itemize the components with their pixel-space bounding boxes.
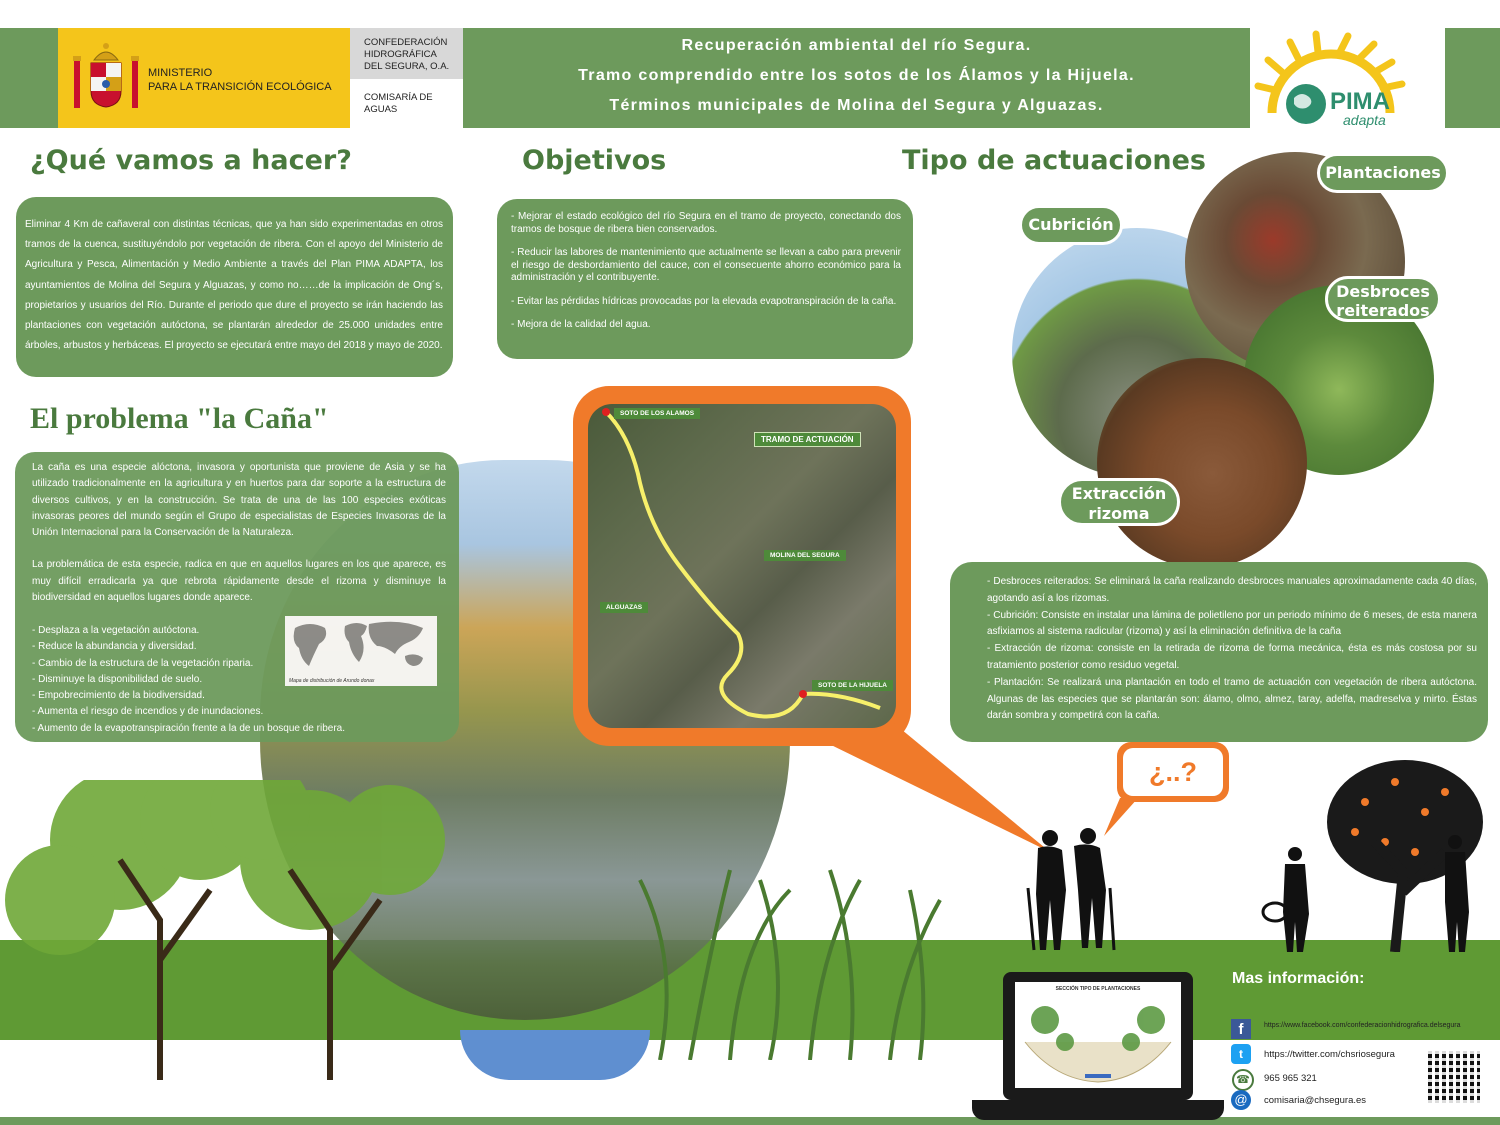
objetivos-box (497, 199, 913, 359)
que-hacer-heading: ¿Qué vamos a hacer? (30, 145, 352, 176)
extraccion-label (1058, 478, 1180, 526)
map-tag-soto-alamos: SOTO DE LOS ALAMOS (614, 408, 700, 419)
speech-bubble-text: ¿..? (1123, 748, 1223, 796)
qr-code[interactable] (1428, 1051, 1480, 1103)
coat-of-arms-icon (66, 38, 146, 118)
facebook-link[interactable]: https://www.facebook.com/confederacionhidrografica.delsegura (1264, 1022, 1461, 1029)
actuacion-item: - Desbroces reiterados: Se eliminará la caña realizando desbroces manuales aproximadamente cada 40 días, agotando así a los rizomas. (987, 576, 1477, 604)
extraccion-photo (1097, 358, 1307, 568)
comisaria-name (364, 92, 433, 116)
actuaciones-list (987, 574, 1477, 725)
problema-text (32, 460, 446, 606)
pima-brand: PIMA (1330, 88, 1390, 115)
conf-line1: CONFEDERACIÓN (364, 37, 448, 48)
twitter-icon: t (1231, 1044, 1251, 1064)
cubricion-label: Cubrición (1019, 205, 1123, 245)
ministry-line1: MINISTERIO (148, 67, 213, 79)
problema-item: - Cambio de la estructura de la vegetación riparia. (32, 657, 254, 669)
conf-line2: HIDROGRÁFICA (364, 49, 437, 60)
laptop-caption: SECCIÓN TIPO DE PLANTACIONES (1055, 986, 1141, 992)
title-line-2: Tramo comprendido entre los sotos de los Álamos y la Hijuela. (578, 67, 1135, 84)
actuacion-item: - Cubrición: Consiste en instalar una lámina de polietileno por un periodo mínimo de 6 meses, de esta manera asfixiamos al sistema radicular (rizoma) y así la eliminación definitiva de la caña (987, 609, 1477, 638)
twitter-link[interactable]: https://twitter.com/chsriosegura (1264, 1049, 1395, 1060)
problema-item: - Disminuye la disponibilidad de suelo. (32, 673, 203, 685)
laptop (1003, 972, 1193, 1100)
map-tag-tramo: TRAMO DE ACTUACIÓN (754, 432, 861, 447)
conf-line3: DEL SEGURA, O.A. (364, 61, 450, 72)
comisaria-line1: COMISARÍA DE (364, 92, 433, 103)
map-caption: Mapa de distribución de Arundo donax (289, 678, 375, 684)
contact-heading: Mas información: (1232, 970, 1365, 987)
confederacion-name (364, 37, 449, 73)
email-icon: @ (1231, 1090, 1251, 1110)
objetivo-item: - Mejorar el estado ecológico del río Segura en el tramo de proyecto, conectando dos tramos de bosque de ribera bien conservados. (511, 211, 901, 235)
problema-item: - Aumenta el riesgo de incendios y de inundaciones. (32, 706, 264, 718)
que-hacer-text: Eliminar 4 Km de cañaveral con distintas técnicas, que ya han sido experimentadas en otros tramos de la cuenca, sustituyéndolo por vegetación de ribera. Con el apoyo del Ministerio de Agricultura y Pesca, Alimentación y Medio Ambiente a través del Plan PIMA ADAPTA, los ayuntamientos de Molina del Segura y Alguazas, y como no……de la implicación de Ong´s, propietarios y usuarios del Río. Durante el periodo que dure el proyecto se irán haciendo las plantaciones con vegetación autóctona, se plantarán alrededor de 25.000 unidades entre árboles, arbustos y herbáceas. El proyecto se ejecutará entre mayo del 2018 y mayo de 2020. (25, 219, 443, 352)
laptop-screen (1015, 982, 1181, 1088)
pima-sub: adapta (1343, 112, 1386, 128)
objetivos-list (511, 211, 901, 332)
extraccion-label-2: rizoma (1088, 504, 1150, 523)
problema-para1: La caña es una especie alóctona, invasora y oportunista que proviene de Asia y se ha utilizado tradicionalmente en la agricultura y en huertos para dar soporte a la estructura de diversos cultivos, y en la construcción. Se trata de una de las 100 especies exóticas invasoras peores del mundo según el Grupo de especialistas de Especies Invasoras de la Unión Internacional para la Conservación de la Naturaleza. (32, 462, 446, 539)
orange-tree-icon (1255, 752, 1485, 952)
world-map-icon (285, 616, 437, 678)
comisaria-line2: AGUAS (364, 104, 398, 115)
problema-para2: La problemática de esta especie, radica en que en aquellos lugares en los que aparece, es muy difícil erradicarla ya que rebrota rápidamente desde el rizoma y disminuye la biodiversidad en aquellos lugares donde aparece. (32, 559, 446, 604)
problema-item: - Reduce la abundancia y diversidad. (32, 641, 197, 653)
map-tag-molina: MOLINA DEL SEGURA (764, 550, 846, 561)
objetivo-item: - Reducir las labores de mantenimiento que actualmente se llevan a cabo para prevenir el riesgo de desbordamiento del cauce, con el consecuente ahorro económico para la administración y el contribuyente. (511, 247, 901, 283)
map-tag-alguazas: ALGUAZAS (600, 602, 648, 613)
plantaciones-label: Plantaciones (1317, 153, 1449, 193)
ministry-name (148, 66, 332, 94)
extraccion-label-1: Extracción (1071, 484, 1167, 503)
laptop-base (972, 1100, 1224, 1120)
ministry-line2: PARA LA TRANSICIÓN ECOLÓGICA (148, 81, 332, 93)
desbroces-label (1325, 276, 1441, 322)
title-line-1: Recuperación ambiental del río Segura. (681, 37, 1032, 54)
objetivos-heading: Objetivos (522, 145, 667, 176)
facebook-icon: f (1231, 1019, 1251, 1039)
objetivo-item: - Evitar las pérdidas hídricas provocadas por la elevada evapotranspiración de la caña. (511, 295, 897, 307)
actuacion-item: - Plantación: Se realizará una plantación en todo el tramo de actuación con vegetación de ribera autóctona. Algunas de las especies que se plantarán son: álamo, olmo, almez, taray, adelfa, madreselva y mirto. Éstas darán sombra y competirá con la caña. (987, 676, 1477, 722)
elderly-couple-icon (1010, 828, 1130, 953)
problema-item: - Aumento de la evapotranspiración frente a la de un bosque de ribera. (32, 722, 345, 734)
title-line-3: Términos municipales de Molina del Segura y Alguazas. (609, 97, 1104, 114)
pima-logo (1250, 28, 1445, 128)
phone-icon: ☎ (1232, 1069, 1254, 1091)
desbroces-label-1: Desbroces (1336, 282, 1430, 301)
phone-number[interactable]: 965 965 321 (1264, 1073, 1317, 1084)
bottom-band (0, 1117, 1500, 1125)
actuaciones-box (950, 562, 1488, 742)
problema-heading: El problema "la Caña" (30, 402, 329, 435)
actuaciones-heading: Tipo de actuaciones (902, 145, 1206, 176)
problema-box (15, 452, 459, 742)
aerial-map (588, 404, 896, 728)
problema-item: - Desplaza a la vegetación autóctona. (32, 625, 200, 636)
world-map (285, 616, 437, 686)
que-hacer-box (16, 197, 453, 377)
desbroces-label-2: reiterados (1336, 301, 1430, 320)
actuacion-item: - Extracción de rizoma: consiste en la retirada de rizoma de forma mecánica, ésta es más costosa por su tratamiento posterior como residuo vegetal. (987, 643, 1477, 671)
problema-item: - Empobrecimiento de la biodiversidad. (32, 690, 205, 702)
plantation-section-icon (1015, 992, 1181, 1088)
email-link[interactable]: comisaria@chsegura.es (1264, 1095, 1367, 1106)
tree-icon (0, 780, 560, 1080)
qr-pattern (1428, 1051, 1480, 1103)
objetivo-item: - Mejora de la calidad del agua. (511, 319, 651, 330)
ministry-block (58, 28, 350, 128)
map-tag-soto-hijuela: SOTO DE LA HIJUELA (812, 680, 893, 691)
reeds-icon (620, 860, 980, 1060)
speech-bubble (1117, 742, 1229, 802)
